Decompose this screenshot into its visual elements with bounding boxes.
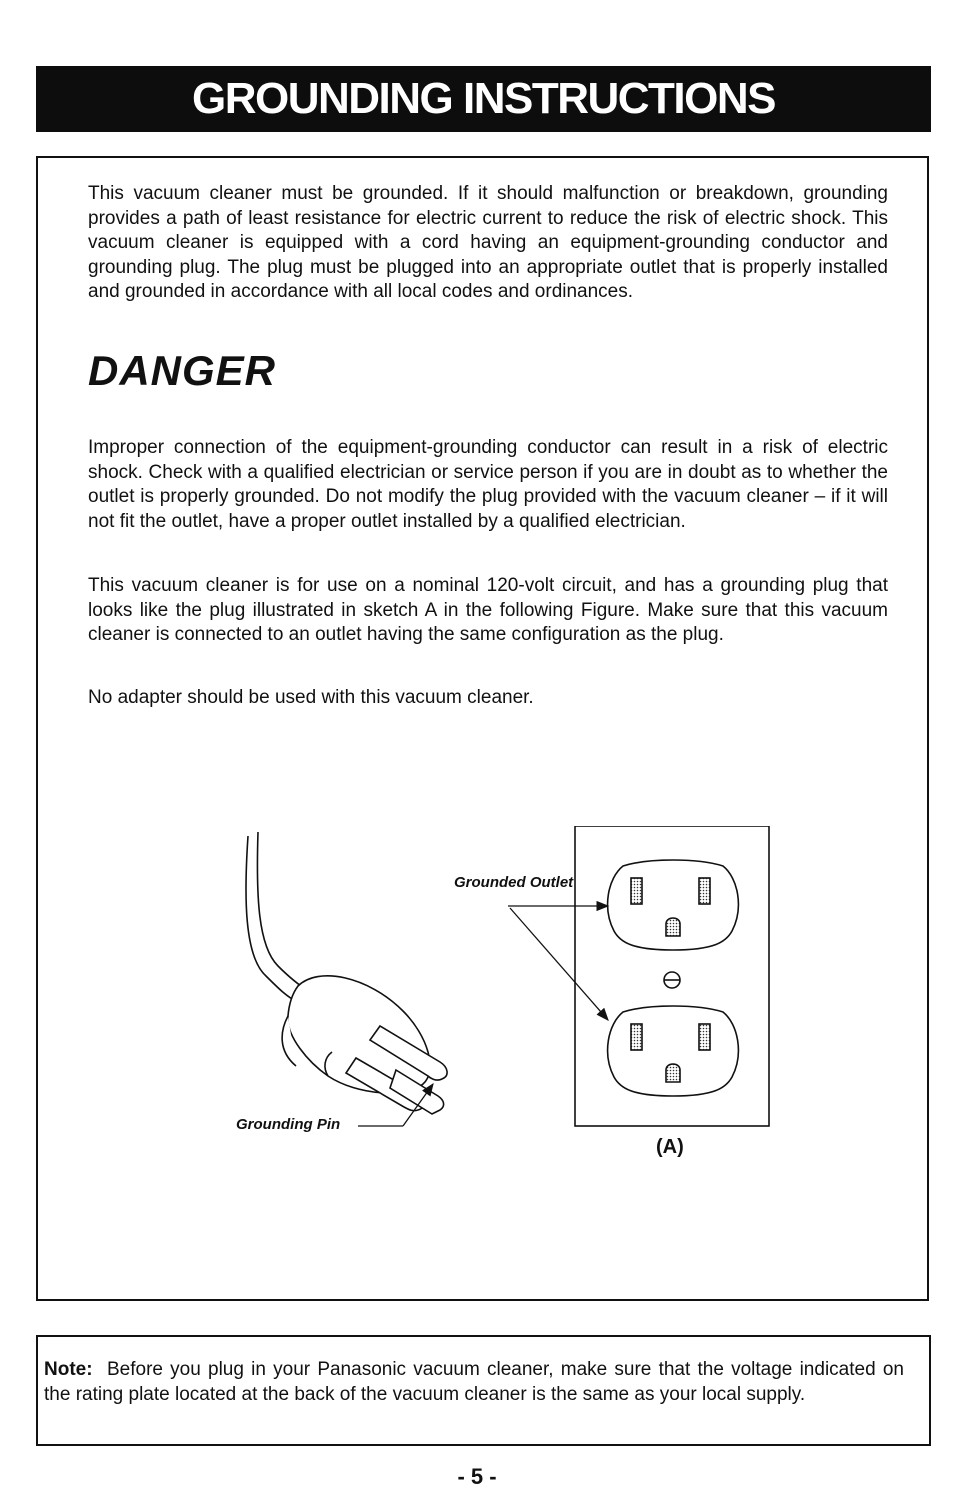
- note-label: Note:: [44, 1359, 93, 1380]
- voltage-paragraph: This vacuum cleaner is for use on a nominal 120-volt circuit, and has a grounding plug that looks like the plug illustrated in sketch A in the following Figure. Make sure that this vacuum cleaner is connected to an outlet having the same configuration as the plug.: [88, 575, 888, 646]
- sketch-a-label: (A): [656, 1136, 684, 1158]
- grounding-pin-label: Grounding Pin: [236, 1116, 341, 1133]
- page-title: GROUNDING INSTRUCTIONS: [192, 74, 775, 123]
- danger-paragraph: Improper connection of the equipment-grounding conductor can result in a risk of electric shock. Check with a qualified electrician or service person if you are in doubt as to whether the outlet is properly grounded. Do not modify the plug provided with the vacuum cleaner – if it will not fit the outlet, have a proper outlet installed by a qualified electrician.: [88, 437, 888, 532]
- plug-outlet-figure: [228, 826, 788, 1206]
- note-paragraph: [44, 1357, 904, 1407]
- instructions-box: [36, 156, 929, 1301]
- upper-receptacle-icon: [608, 860, 739, 950]
- cord-icon: [246, 832, 310, 1002]
- screw-icon: [664, 972, 680, 988]
- note-box: [36, 1335, 931, 1446]
- adapter-paragraph: No adapter should be used with this vacuum cleaner.: [88, 687, 534, 708]
- intro-paragraph: This vacuum cleaner must be grounded. If it should malfunction or breakdown, grounding provides a path of least resistance for electric current to reduce the risk of electric shock. This vacuum cleaner is equipped with a cord having an equipment-grounding conductor and grounding plug. The plug must be plugged into an appropriate outlet that is properly installed and grounded in accordance with all local codes and ordinances.: [88, 183, 888, 303]
- title-banner: [36, 66, 931, 132]
- page-number: - 5 -: [457, 1464, 497, 1489]
- note-text: Before you plug in your Panasonic vacuum cleaner, make sure that the voltage indicated on the rating plate located at the back of the vacuum cleaner is the same as your local supply.: [44, 1359, 904, 1405]
- lower-receptacle-icon: [608, 1006, 739, 1096]
- grounded-outlet-label: Grounded Outlet: [454, 874, 574, 891]
- danger-heading: DANGER: [88, 347, 277, 394]
